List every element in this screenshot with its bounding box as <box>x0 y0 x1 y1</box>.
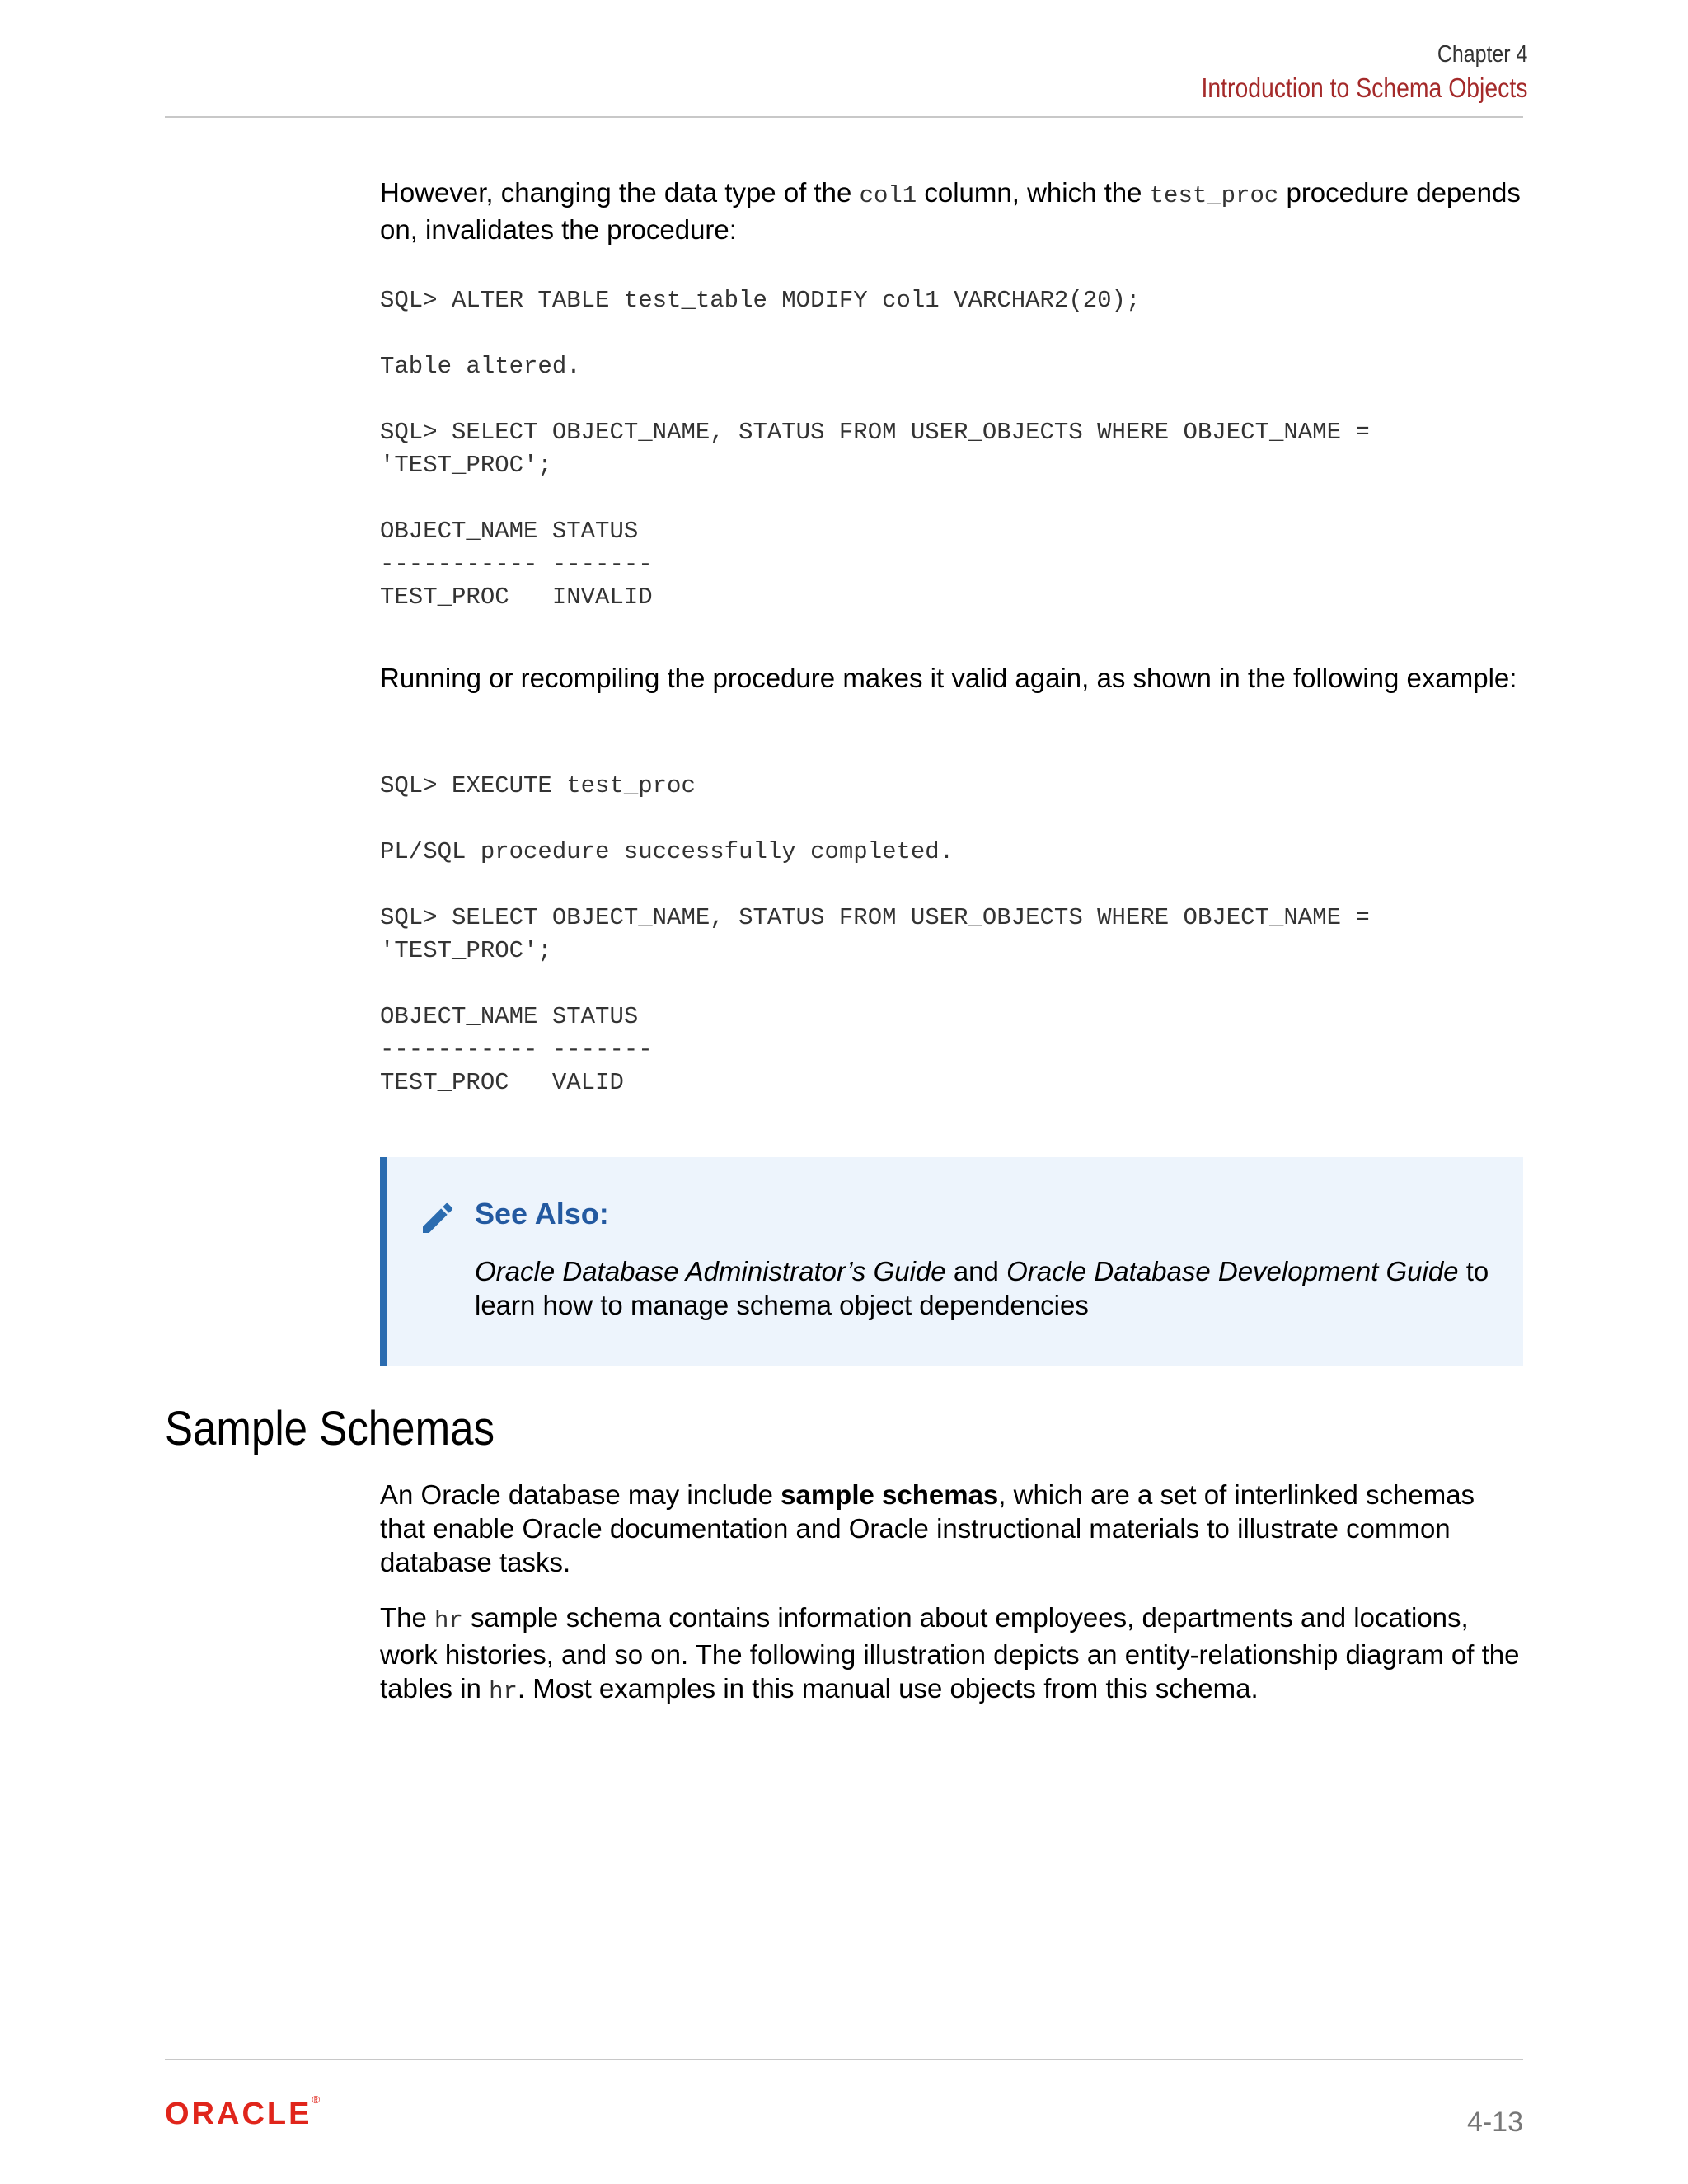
code-line: ----------- ------- <box>380 551 653 578</box>
code-line: 'TEST_PROC'; <box>380 452 552 479</box>
see-also-body: Oracle Database Administrator’s Guide and Oracle Database Development Guide to learn how to manage schema object dependencies <box>475 1256 1489 1320</box>
sample-schemas-paragraph-1-container <box>380 1478 1523 1579</box>
link-development-guide[interactable]: Oracle Database Development Guide <box>1006 1256 1459 1286</box>
code-block-lines <box>380 284 1523 614</box>
header-divider <box>165 116 1523 118</box>
sample-schemas-paragraph-2-container <box>380 1601 1523 1708</box>
code-line: SQL> ALTER TABLE test_table MODIFY col1 VARCHAR2(20); <box>380 287 1141 314</box>
code-line <box>380 968 1523 1001</box>
code-line: TEST_PROC INVALID <box>380 583 653 611</box>
recompile-paragraph: Running or recompiling the procedure makes it valid again, as shown in the following example: <box>380 663 1517 693</box>
code-block-execute <box>380 770 1523 1099</box>
code-line: OBJECT_NAME STATUS <box>380 518 639 545</box>
code-line: Table altered. <box>380 353 581 380</box>
see-also-box <box>380 1157 1523 1366</box>
recompile-paragraph-container <box>380 661 1523 695</box>
section-heading: Sample Schemas <box>165 1402 495 1455</box>
see-also-heading: See Also: <box>475 1197 609 1230</box>
code-line: TEST_PROC VALID <box>380 1069 624 1096</box>
code-block-lines <box>380 770 1523 1099</box>
page-number: 4-13 <box>1466 2107 1523 2138</box>
header-chapter-label: Chapter 4 <box>1437 41 1527 68</box>
code-line <box>380 803 1523 836</box>
code-block-alter-table <box>380 284 1523 614</box>
code-line <box>380 869 1523 902</box>
code-line: ----------- ------- <box>380 1036 653 1063</box>
term-sample-schemas: sample schemas <box>781 1479 999 1510</box>
sample-schemas-paragraph-1: An Oracle database may include sample schemas, which are a set of interlinked schemas that enable Oracle documentation and Oracle instructional materials to illustrate common database tasks. <box>380 1479 1475 1577</box>
header-chapter-title: Introduction to Schema Objects <box>1201 73 1527 103</box>
code-line: PL/SQL procedure successfully completed. <box>380 838 954 865</box>
inline-code-hr: hr <box>434 1607 463 1634</box>
inline-code-col1: col1 <box>859 182 917 209</box>
intro-paragraph: However, changing the data type of the col1 column, which the test_proc procedure depends on, invalidates the procedure: <box>380 177 1521 245</box>
code-line: OBJECT_NAME STATUS <box>380 1003 639 1030</box>
code-line <box>380 482 1523 515</box>
code-line: 'TEST_PROC'; <box>380 937 552 964</box>
intro-paragraph-container <box>380 176 1523 246</box>
link-admin-guide[interactable]: Oracle Database Administrator’s Guide <box>475 1256 946 1286</box>
code-line: SQL> SELECT OBJECT_NAME, STATUS FROM USER_OBJECTS WHERE OBJECT_NAME = <box>380 419 1370 446</box>
code-line <box>380 317 1523 350</box>
footer-divider <box>165 2059 1523 2060</box>
code-line: SQL> EXECUTE test_proc <box>380 772 696 799</box>
sample-schemas-paragraph-2: The hr sample schema contains information about employees, departments and locations, work histories, and so on. The following illustration depicts an entity-relationship diagram of the tables in hr. Most examples in this manual use objects from this schema. <box>380 1602 1520 1705</box>
code-line: SQL> SELECT OBJECT_NAME, STATUS FROM USER_OBJECTS WHERE OBJECT_NAME = <box>380 904 1370 931</box>
inline-code-test-proc: test_proc <box>1149 182 1279 209</box>
oracle-logo: ORACLE® <box>165 2093 321 2131</box>
inline-code-hr: hr <box>489 1678 518 1705</box>
pencil-icon <box>418 1198 457 1238</box>
code-line <box>380 383 1523 416</box>
